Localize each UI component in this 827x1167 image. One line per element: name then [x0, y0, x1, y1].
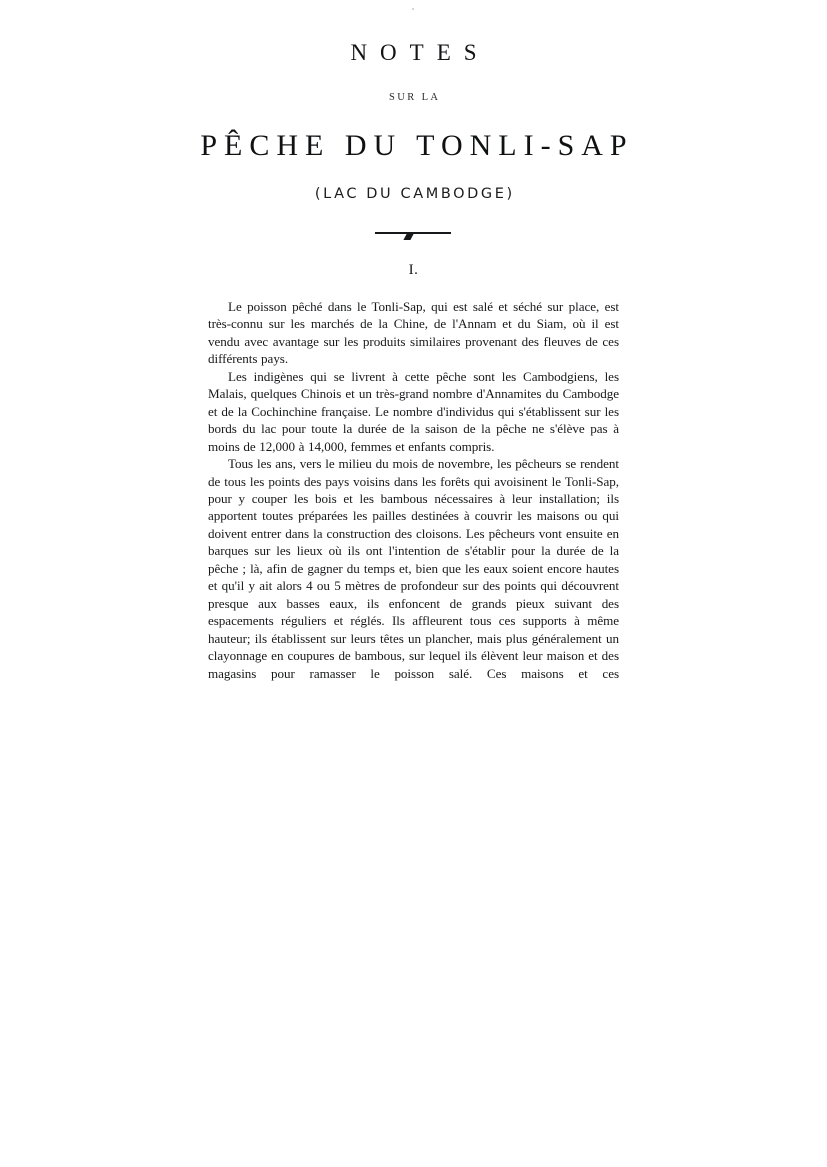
paragraph: Tous les ans, vers le milieu du mois de novembre, les pêcheurs se rendent de tous les points des pays voisins dans les forêts qui avoisinent le Tonli-Sap, pour y couper les bois et les bambous nécessaires à leur installation; ils apportent toutes préparées les pailles destinées à couvrir les maisons ou qui doivent entrer dans la construction des cloisons. Les pêcheurs vont ensuite en barques sur les lieux où ils ont l'intention de s'établir pour la durée de la pêche ; là, afin de gagner du temps et, bien que les eaux soient encore hautes et qu'il y ait alors 4 ou 5 mètres de profondeur sur des points qui découvrent presque aux basses eaux, ils enfoncent de grands pieux suivant des espacements réguliers et réglés. Ils affleurent tous ces supports à même hauteur; ils établissent sur leurs têtes un plancher, mais plus généralement un clayonnage en coupures de bambous, sur lequel ils élèvent leur maison et des magasins pour ramasser le poisson salé. Ces maisons et ces [208, 456, 619, 681]
paragraph: Le poisson pêché dans le Tonli-Sap, qui est salé et séché sur place, est très-connu sur les marchés de la Chine, de l'Annam et du Siam, où il est vendu avec avantage sur les produits similaires provenant des fleuves de ces différents pays. [208, 299, 619, 367]
page-header [0, 40, 827, 202]
subtitle: (LAC DU CAMBODGE) [314, 185, 515, 202]
main-title: PÊCHE DU TONLI-SAP [200, 129, 634, 163]
ornament-rule-icon [375, 232, 451, 242]
ornament-tick [403, 234, 413, 240]
preposition-line: SUR LA [388, 92, 441, 104]
body-text-column [208, 298, 619, 682]
paragraph: Les indigènes qui se livrent à cette pêche sont les Cambodgiens, les Malais, quelques Chinois et un très-grand nombre d'Annamites du Cambodge et de la Cochinchine française. Le nombre d'individus qui s'établissent sur les bords du lac pour toute la durée de la saison de la pêche ne s'élève pas à moins de 12,000 à 14,000, femmes et enfants compris. [208, 368, 619, 454]
page-title: NOTES [350, 40, 490, 65]
scan-speck [412, 8, 414, 10]
section-number: I. [408, 262, 419, 278]
